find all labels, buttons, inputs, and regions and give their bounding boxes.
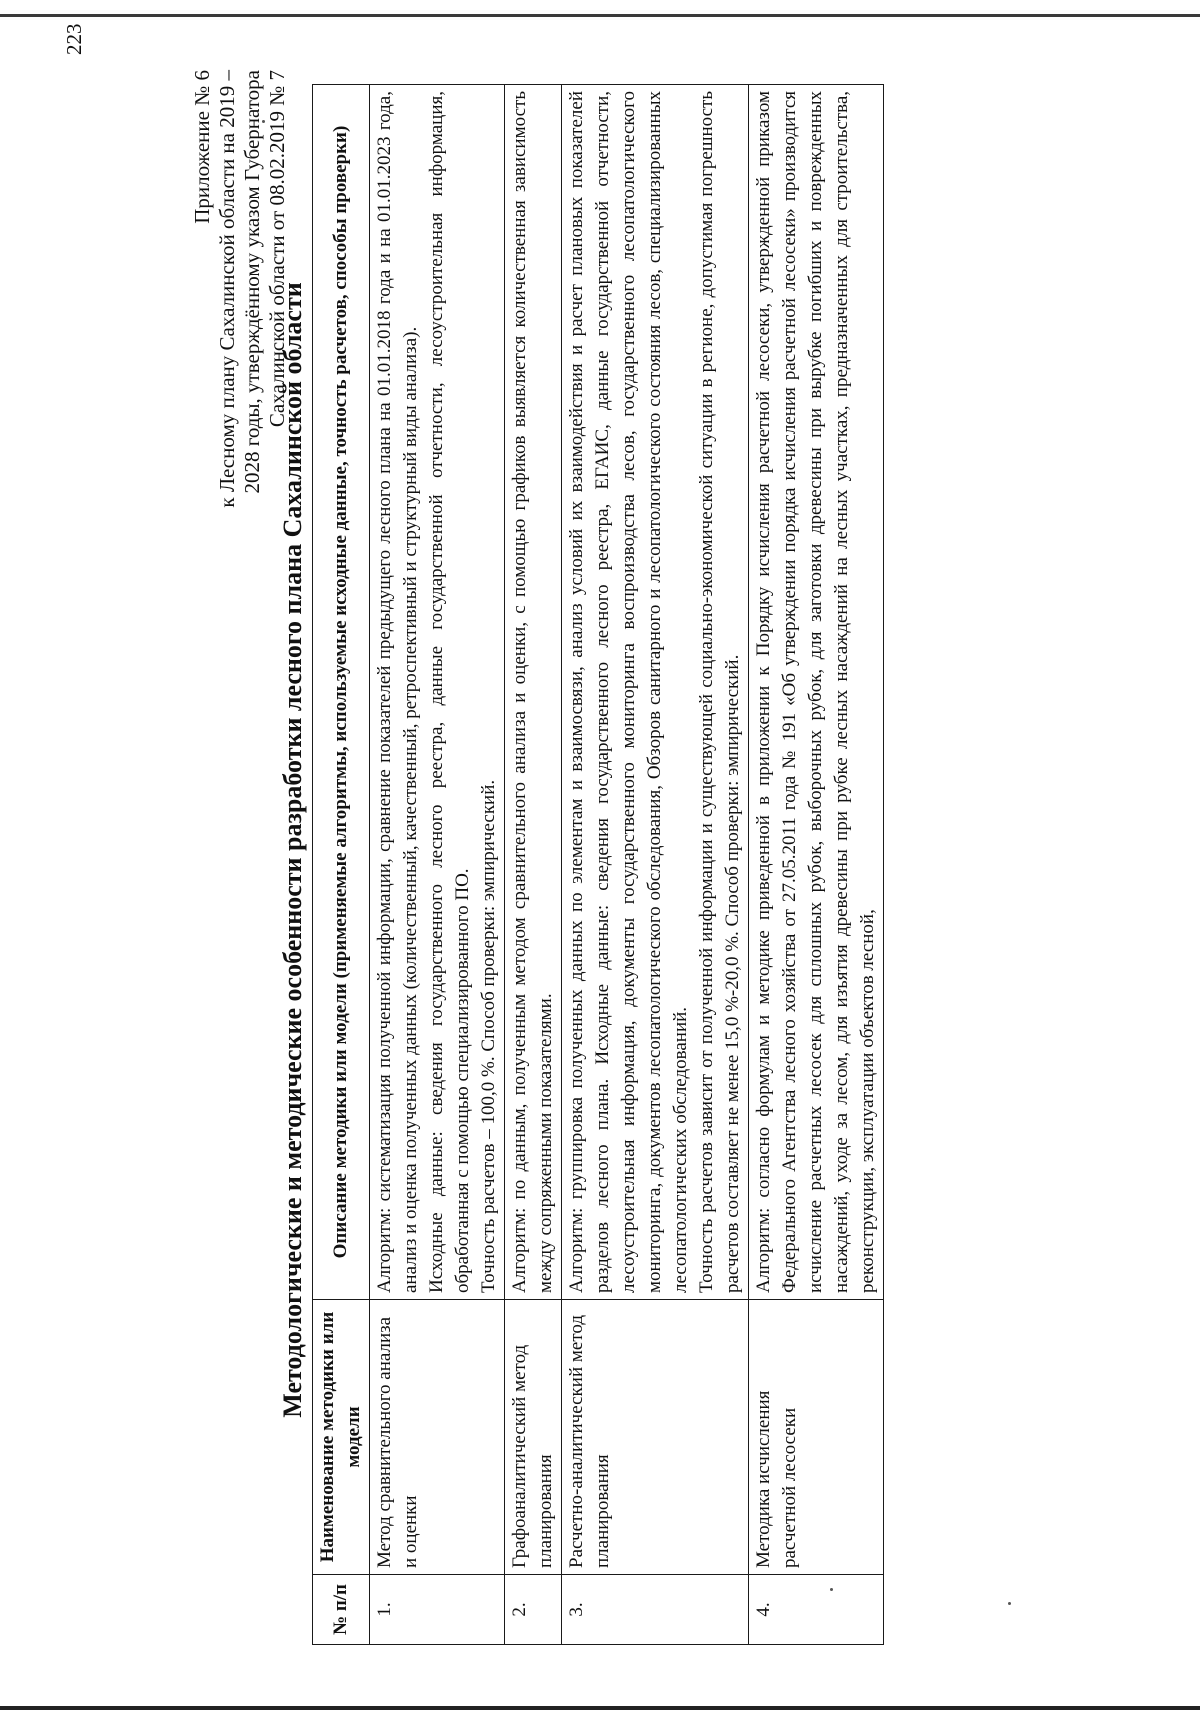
description-paragraph: Исходные данные: сведения государственного лесного реестра, данные государственной отчетности, лесоустроительная информация, обработанная с помощью специализированного ПО.	[426, 91, 473, 1293]
description-paragraph: Алгоритм: группировка полученных данных по элементам и взаимосвязи, анализ условий их взаимодействия и расчет плановых показателей разделов лесного плана. Исходные данные: сведения государственного лесного реестра, ЕГАИС, данные государственной отчетности, лесоустроительная информация, документы государственного мониторинга воспроизводства лесов, государственного лесопатологического мониторинга, документов лесопатологического обследования, Обзоров санитарного и лесопатологического состояния лесов, специализированных лесопатологических обследований.	[566, 91, 691, 1293]
header-desc: Описание методики или модели (применяемые алгоритмы, используемые исходные данные, точность расчетов, способы проверки)	[313, 85, 370, 1300]
description-paragraph: Алгоритм: систематизация полученной информации, сравнение показателей предыдущего лесного плана на 01.01.2018 года и на 01.01.2023 года, анализ и оценка полученных данных (количественный, качественный, ретроспективный и структурный виды анализа).	[374, 91, 421, 1293]
page-number: 223	[62, 23, 86, 55]
row-number: 4.	[749, 1575, 884, 1645]
description-paragraph: Точность расчетов зависит от полученной информации и существующей социально-экономической ситуации в регионе, допустимая погрешность расчетов составляет не менее 15,0 %-20,0 %. Способ проверки: эмпирический.	[696, 91, 743, 1293]
methods-table	[312, 84, 884, 1645]
method-name: Расчетно-аналитический метод планирования	[562, 1300, 749, 1575]
row-number: 1.	[370, 1575, 505, 1645]
method-description	[562, 85, 749, 1300]
row-number: 2.	[505, 1575, 562, 1645]
appendix-heading	[190, 70, 290, 970]
description-paragraph: Алгоритм: согласно формулам и методике приведенной в приложении к Порядку исчисления расчетной лесосеки, утвержденной приказом Федерального Агентства лесного хозяйства от 27.05.2011 года № 191 «Об утверждении порядка исчисления расчетной лесосеки» производится исчисление расчетных лесосек для сплошных рубок, выборочных рубок, для заготовки древесины при вырубке погибших и поврежденных насаждений, уходе за лесом, для изъятия древесины при рубке лесных насаждений на лесных участках, предназначенных для строительства, реконструкции, эксплуатации объектов лесной,	[753, 91, 878, 1293]
appendix-line: к Лесному плану Сахалинской области на 2019 –	[215, 70, 239, 508]
table-row	[505, 85, 562, 1645]
rotated-page-content	[190, 55, 1170, 1645]
document-title: Методологические и методические особенности разработки лесного плана Сахалинской области	[278, 282, 307, 1418]
appendix-line: Сахалинской области от 08.02.2019 № 7	[265, 70, 289, 428]
table-row	[370, 85, 505, 1645]
header-name: Наименование методики или модели	[313, 1300, 370, 1575]
header-num: № п/п	[313, 1575, 370, 1645]
method-description	[749, 85, 884, 1300]
description-paragraph: Точность расчетов – 100,0 %. Способ проверки: эмпирический.	[478, 779, 499, 1293]
method-name: Методика исчисления расчетной лесосеки	[749, 1300, 884, 1575]
table-row	[749, 85, 884, 1645]
method-name: Графоаналитический метод планирования	[505, 1300, 562, 1575]
table-row	[562, 85, 749, 1645]
scan-artifact-top	[0, 14, 1200, 17]
method-name: Метод сравнительного анализа и оценки	[370, 1300, 505, 1575]
method-description	[505, 85, 562, 1300]
scan-artifact-bottom	[0, 1706, 1200, 1710]
description-paragraph: Алгоритм: по данным, полученным методом сравнительного анализа и оценки, с помощью графиков выявляется количественная зависимость между сопряженными показателями.	[509, 91, 556, 1293]
table-header-row	[313, 85, 370, 1645]
appendix-line: 2028 годы, утверждённому указом Губернатора	[240, 70, 264, 494]
appendix-line: Приложение № 6	[190, 70, 214, 224]
row-number: 3.	[562, 1575, 749, 1645]
method-description	[370, 85, 505, 1300]
